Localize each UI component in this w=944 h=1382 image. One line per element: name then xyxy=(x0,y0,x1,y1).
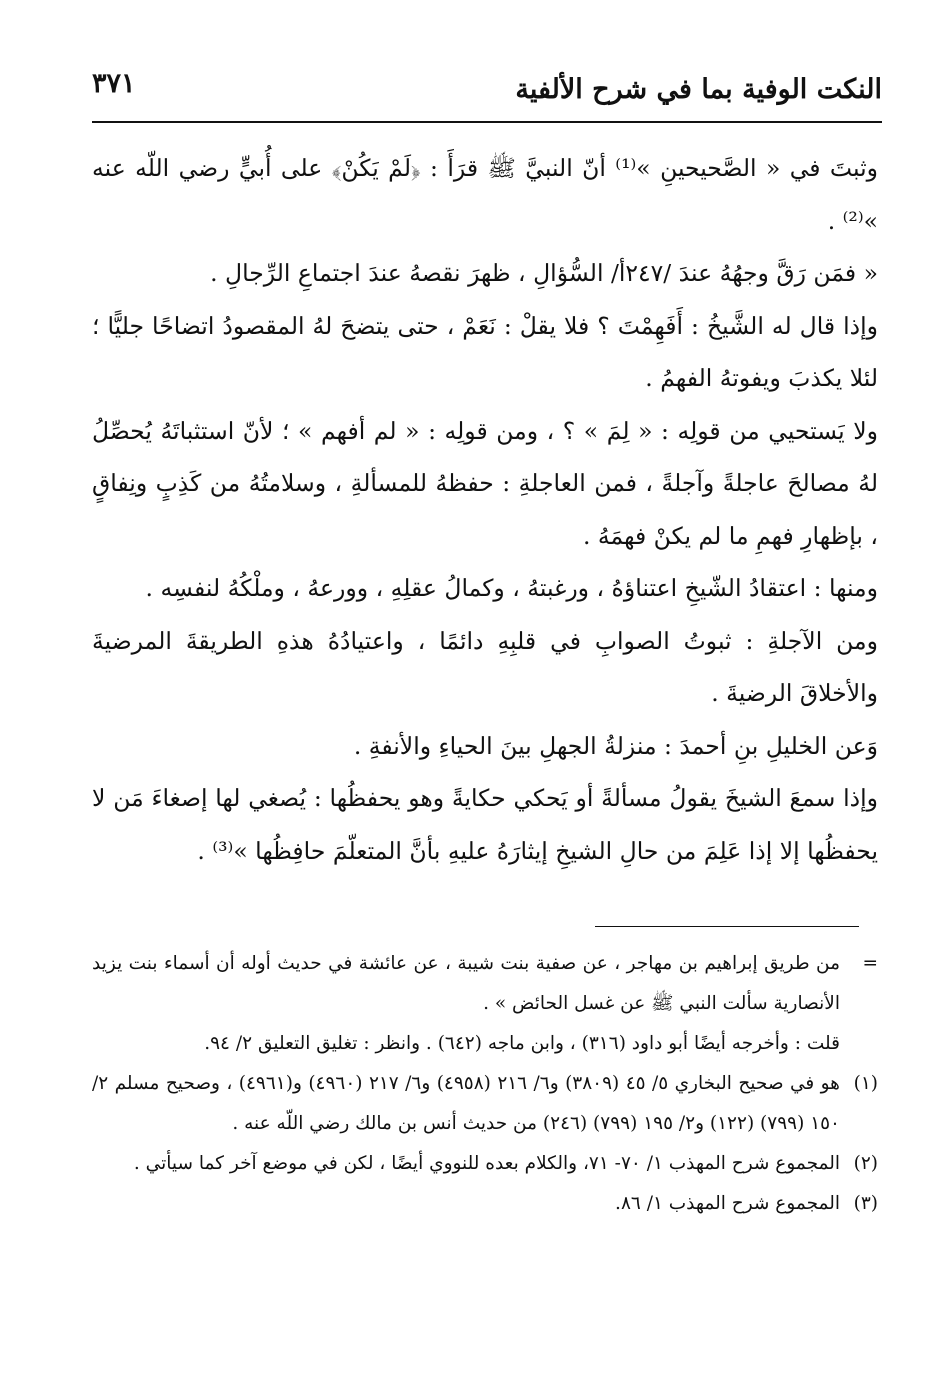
footnote-continuation-text: من طريق إبراهيم بن مهاجر ، عن صفية بنت شيبة ، عن عائشة في حديث أوله أن أسماء بنت يزيد الأنصارية سألت النبي ﷺ عن غسل الحائض » . xyxy=(92,953,840,1014)
paragraph: وإذا قال له الشَّيخُ : أَفَهِمْتَ ؟ فلا يقلْ : نَعَمْ ، حتى يتضحَ لهُ المقصودُ اتضاحًا جليًّا ؛ لئلا يكذبَ ويفوتهُ الفهمُ . xyxy=(92,311,879,392)
footnote-2-mark: (٢) xyxy=(853,1153,878,1174)
paragraph: ولا يَستحيي من قولِه : « لِمَ » ؟ ، ومن قولِه : « لم أفهم » ؛ لأنّ استثباتَهُ يُحصِّلُ لهُ مصالحَ عاجلةً وآجلةً ، فمن العاجلةِ : حفظهُ للمسألةِ ، وسلامتُهُ من كَذِبٍ ونِفاقٍ ، بإظهارِ فهمِ ما لم يكنْ فهمَهُ . xyxy=(92,416,878,550)
header-divider xyxy=(92,121,882,123)
footnote-3 xyxy=(92,1184,878,1224)
paragraph: وثبتَ في « الصَّحيحينِ »⁽¹⁾ أنّ النبيَّ ﷺ قرَأَ : ﴿لَمْ يَكُنْ﴾ على أُبيٍّ رضي اللّه عنه »⁽²⁾ . xyxy=(92,154,878,235)
page-number: ٣٧١ xyxy=(92,68,136,99)
footnote-1-text: هو في صحيح البخاري ٥/ ٤٥ (٣٨٠٩) و٦/ ٢١٦ (٤٩٥٨) و٦/ ٢١٧ (٤٩٦٠) و(٤٩٦١) ، وصحيح مسلم ٢/ ١٥٠ (٧٩٩) (١٢٢) و٢/ ١٩٥ (٧٩٩) (٢٤٦) من حديث أنس بن مالك رضي اللّه عنه . xyxy=(92,1073,840,1134)
footnote-3-mark: (٣) xyxy=(853,1193,878,1214)
footnote-2-text: المجموع شرح المهذب ١/ ٧٠- ٧١، والكلام بعده للنووي أيضًا ، لكن في موضع آخر كما سيأتي . xyxy=(133,1153,840,1174)
footnote-1 xyxy=(92,1064,878,1144)
footnote-note: قلت : وأخرجه أيضًا أبو داود (٣١٦) ، وابن ماجه (٦٤٢) . وانظر : تغليق التعليق ٢/ ٩٤. xyxy=(204,1033,840,1054)
footnote-3-text: المجموع شرح المهذب ١/ ٨٦. xyxy=(615,1193,840,1214)
running-header xyxy=(92,60,882,116)
book-title: النكت الوفية بما في شرح الألفية xyxy=(515,74,882,105)
paragraph: وَعن الخليلِ بنِ أحمدَ : منزلةُ الجهلِ بينَ الحياءِ والأنفةِ . xyxy=(353,731,878,760)
main-text xyxy=(92,142,878,877)
footnote-divider xyxy=(595,926,859,927)
footnote-2 xyxy=(92,1144,878,1184)
footnotes xyxy=(92,944,878,1224)
paragraph: ومن الآجلةِ : ثبوتُ الصوابِ في قلبِهِ دائمًا ، واعتيادُهُ هذهِ الطريقةَ المرضيةَ والأخلاقَ الرضيةَ . xyxy=(92,626,878,707)
paragraph: « فمَن رَقَّ وجهُهُ عندَ /٢٤٧أ/ السُّؤالِ ، ظهرَ نقصهُ عندَ اجتماعِ الرِّجالِ . xyxy=(210,259,878,287)
paragraph: ومنها : اعتقادُ الشّيخِ اعتناؤهُ ، ورغبتهُ ، وكمالُ عقلِهِ ، وورعهُ ، وملْكُهُ لنفسِه . xyxy=(145,574,878,602)
footnote-continuation xyxy=(92,944,878,1024)
footnote-continuation-mark: = xyxy=(862,953,878,974)
paragraph: وإذا سمعَ الشيخَ يقولُ مسألةً أو يَحكي حكايةً وهو يحفظُها : يُصغي لها إصغاءَ مَن لا يحفظُها إلا إذا عَلِمَ من حالِ الشيخِ إيثارَهُ عليهِ بأنَّ المتعلّمَ حافِظُها »⁽³⁾ . xyxy=(92,784,878,865)
footnote-1-mark: (١) xyxy=(853,1073,878,1094)
